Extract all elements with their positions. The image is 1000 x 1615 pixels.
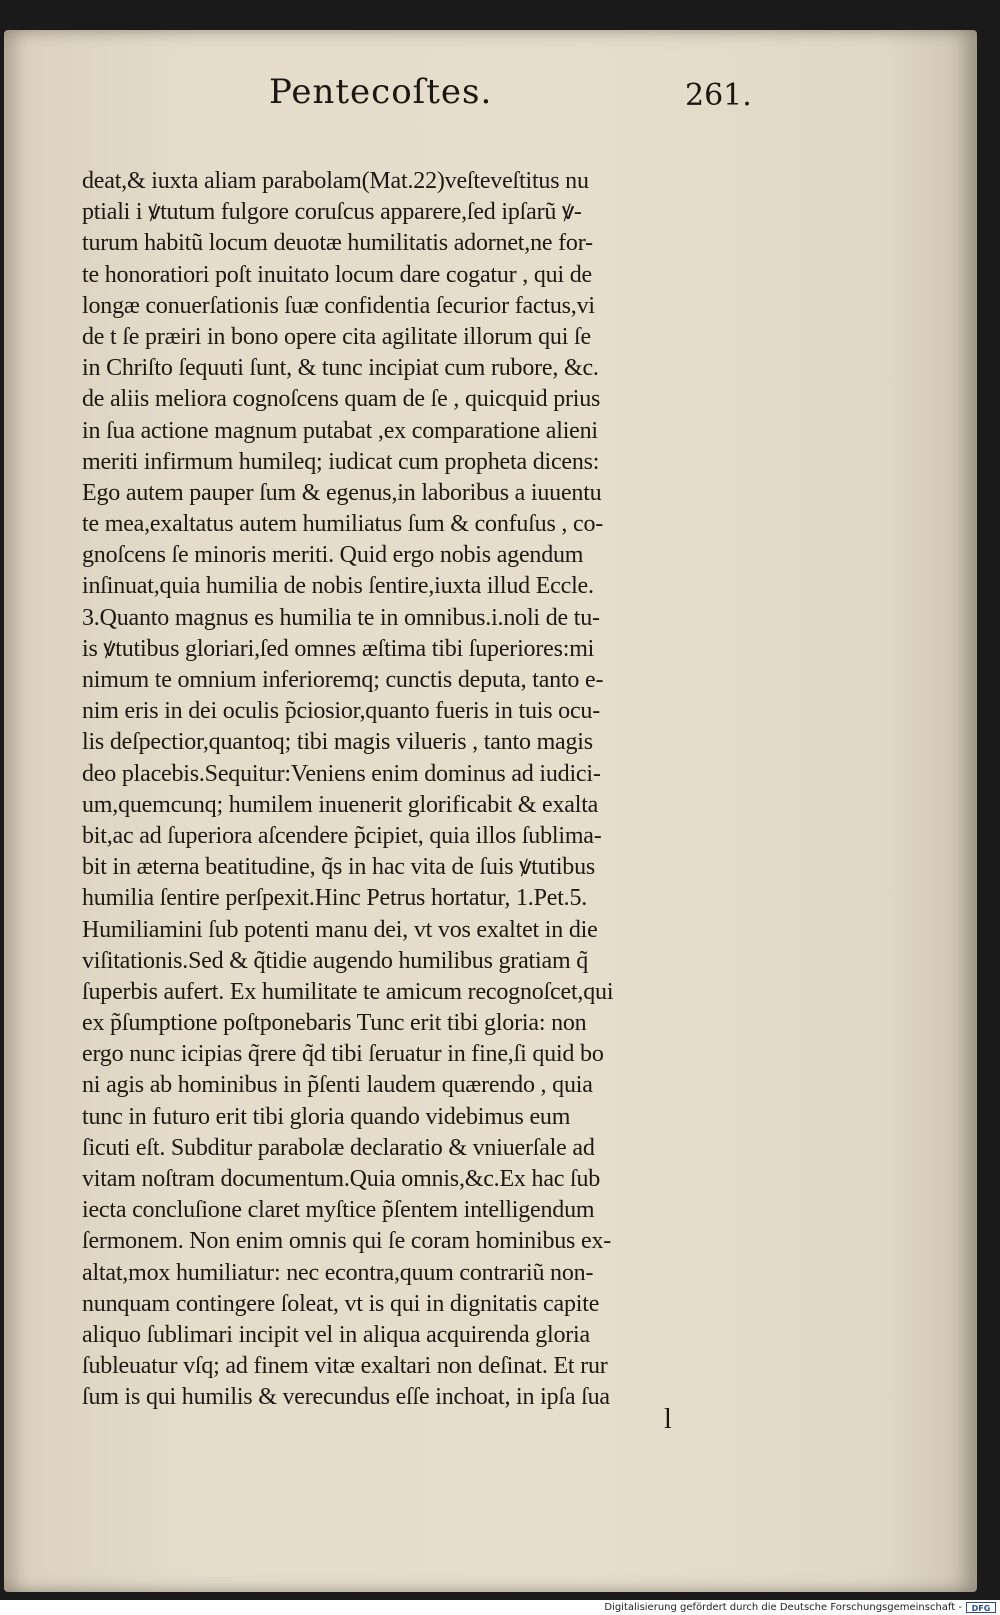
text-line: nim eris in dei oculis p̃ciosior,quanto fueris in tuis ocu- — [82, 698, 601, 725]
text-line: ptiali i ꝟtutum fulgore coruſcus apparere,ſed ipſarũ ꝟ- — [82, 199, 582, 226]
text-line: vitam noſtram documentum.Quia omnis,&c.Ex hac ſub — [82, 1166, 601, 1192]
text-line: humilia ſentire perſpexit.Hinc Petrus hortatur, 1.Pet.5. — [82, 885, 588, 912]
text-line: longæ conuerſationis ſuæ confidentia ſecurior factus,vi — [82, 292, 595, 319]
signature-mark: l — [664, 1404, 672, 1435]
text-line: 3.Quanto magnus es humilia te in omnibus.i.noli de tu- — [82, 604, 600, 631]
text-line: te mea,exaltatus autem humiliatus ſum & confuſus , co- — [82, 511, 604, 538]
text-line: is ꝟtutibus gloriari,ſed omnes æſtima tibi ſuperiores:mi — [82, 635, 595, 662]
text-line: inſinuat,quia humilia de nobis ſentire,iuxta illud Eccle. — [82, 573, 594, 600]
text-line: Humiliamini ſub potenti manu dei, vt vos exaltet in die — [82, 916, 598, 943]
text-line: ergo nunc icipias q̃rere q̃d tibi ſeruatur in fine,ſi quid bo — [82, 1041, 604, 1068]
text-line: ſermonem. Non enim omnis qui ſe coram hominibus ex- — [82, 1228, 612, 1255]
text-line: nunquam contingere ſoleat, vt is qui in dignitatis capite — [82, 1290, 600, 1317]
text-line: ſum is qui humilis & verecundus eſſe inchoat, in ipſa ſua — [82, 1384, 610, 1411]
text-line: ni agis ab hominibus in p̃ſenti laudem quærendo , quia — [82, 1072, 593, 1099]
dfg-logo: DFG — [966, 1602, 996, 1613]
footer-bar — [0, 1600, 1000, 1615]
text-line: in ſua actione magnum putabat ,ex comparatione alieni — [82, 417, 598, 444]
body-text — [82, 166, 792, 1414]
text-line: altat,mox humiliatur: nec econtra,quum contrariũ non- — [82, 1259, 594, 1286]
text-line: in Chriſto ſequuti ſunt, & tunc incipiat cum rubore, &c. — [82, 355, 599, 382]
text-line: deat,& iuxta aliam parabolam(Mat.22)veſteveſtitus nu — [82, 168, 589, 194]
page-number: 261. — [685, 78, 752, 113]
running-title: Pentecoſtes. — [269, 72, 493, 112]
text-line: ex p̃ſumptione poſtponebaris Tunc erit tibi gloria: non — [82, 1010, 587, 1037]
text-line: ſuperbis aufert. Ex humilitate te amicum recognoſcet,qui — [82, 978, 614, 1005]
text-line: ſicuti eſt. Subditur parabolæ declaratio & vniuerſale ad — [82, 1134, 595, 1161]
text-line: iecta concluſione claret myſtice p̃ſentem intelligendum — [82, 1197, 595, 1224]
text-line: gnoſcens ſe minoris meriti. Quid ergo nobis agendum — [82, 542, 584, 569]
footer-credit: Digitalisierung gefördert durch die Deutsche Forschungsgemeinschaft - — [604, 1602, 962, 1613]
text-line: te honoratiori poſt inuitato locum dare cogatur , qui de — [82, 261, 592, 288]
text-line: bit in æterna beatitudine, q̃s in hac vita de ſuis ꝟtutibus — [82, 854, 596, 881]
text-line: ſubleuatur vſq; ad finem vitæ exaltari non deſinat. Et rur — [82, 1353, 608, 1380]
text-line: meriti infirmum humileq; iudicat cum propheta dicens: — [82, 448, 600, 475]
text-line: tunc in futuro erit tibi gloria quando videbimus eum — [82, 1103, 571, 1130]
text-line: de t ſe præiri in bono opere cita agilitate illorum qui ſe — [82, 323, 591, 350]
text-line: deo placebis.Sequitur:Veniens enim dominus ad iudici- — [82, 760, 601, 787]
text-line: aliquo ſublimari incipit vel in aliqua acquirenda gloria — [82, 1321, 590, 1348]
text-line: um,quemcunq; humilem inuenerit glorificabit & exalta — [82, 791, 599, 818]
text-line: Ego autem pauper ſum & egenus,in laboribus a iuuentu — [82, 479, 602, 506]
text-line: de aliis meliora cognoſcens quam de ſe , quicquid prius — [82, 386, 601, 413]
text-line: nimum te omnium inferioremq; cunctis deputa, tanto e- — [82, 667, 604, 693]
book-page — [4, 30, 977, 1592]
text-line: bit,ac ad ſuperiora aſcendere p̃cipiet, quia illos ſublima- — [82, 822, 602, 849]
text-line: viſitationis.Sed & q̃tidie augendo humilibus gratiam q̃ — [82, 947, 589, 974]
text-line: lis deſpectior,quantoq; tibi magis vilueris , tanto magis — [82, 729, 593, 756]
text-line: turum habitũ locum deuotæ humilitatis adornet,ne for- — [82, 230, 593, 257]
